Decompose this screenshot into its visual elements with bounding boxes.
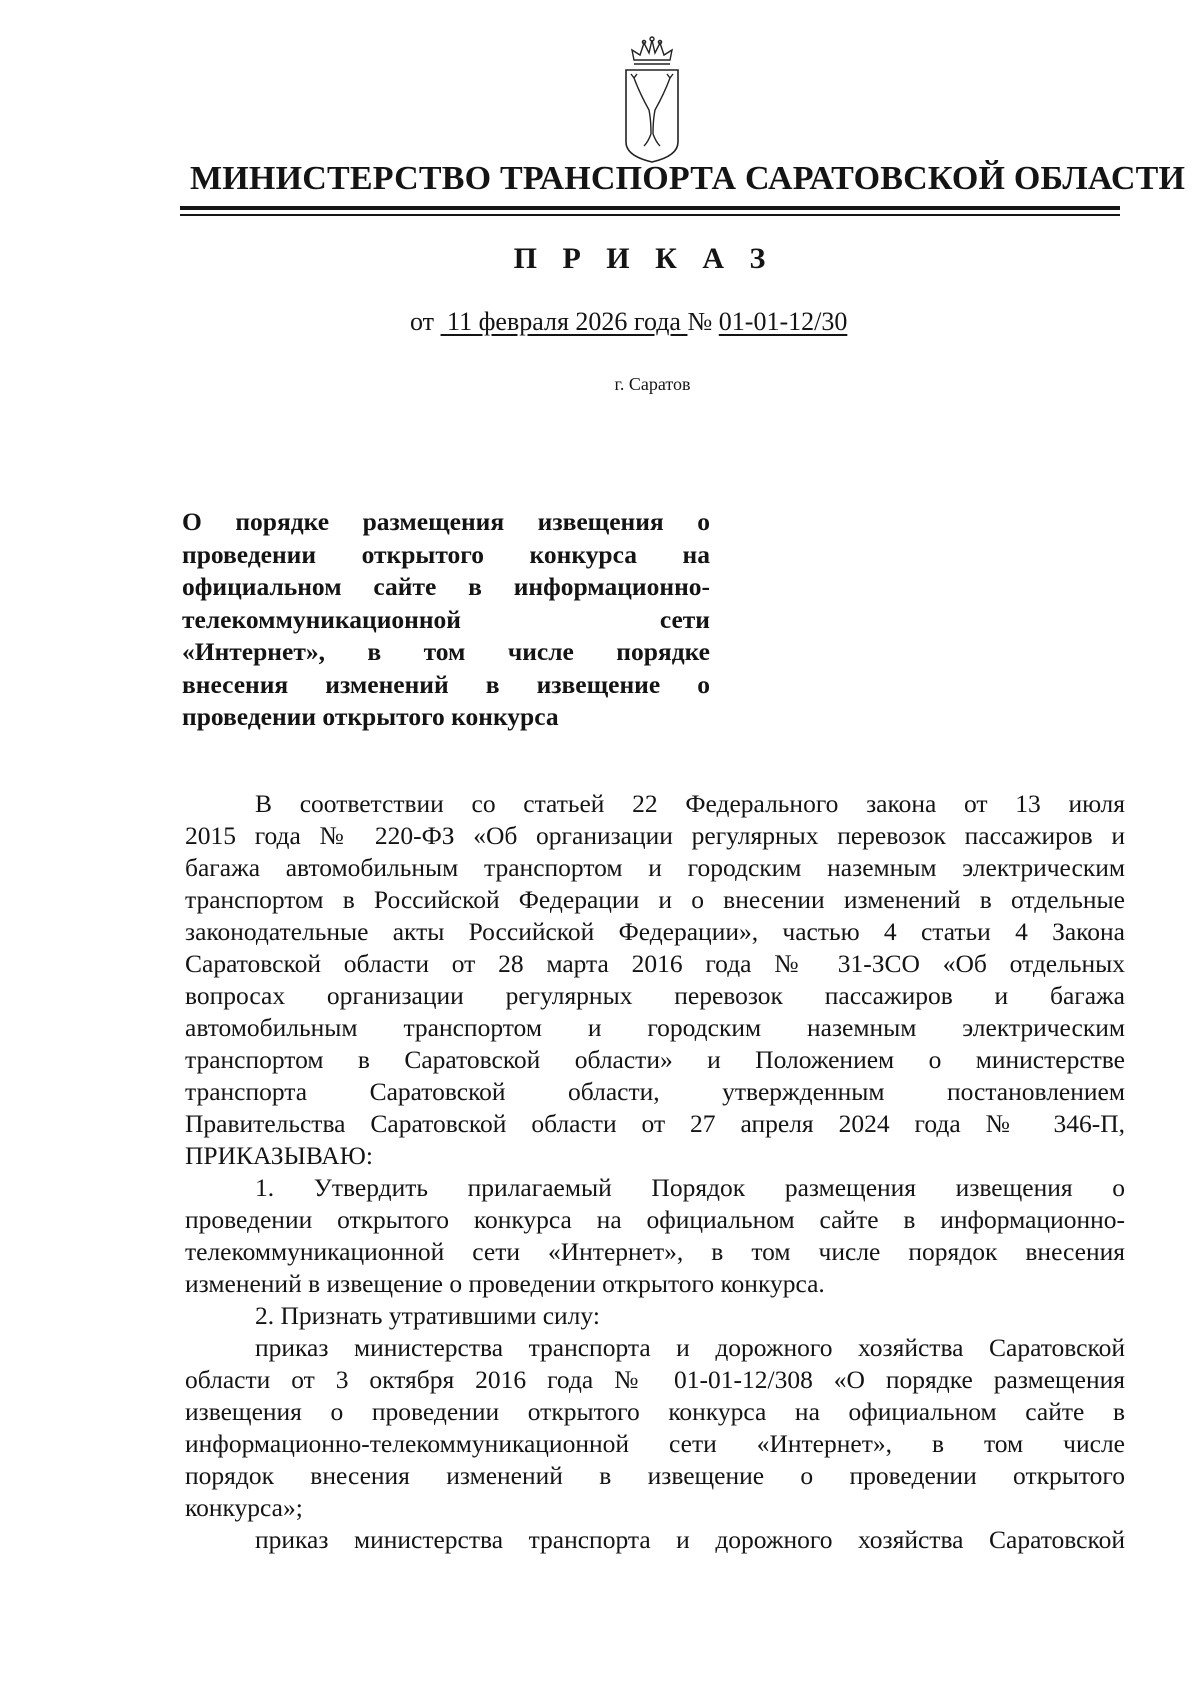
subject-line: О порядке размещения извещения о (182, 507, 710, 536)
order-date: 11 февраля 2026 года (447, 307, 681, 336)
body-line: приказ министерства транспорта и дорожного хозяйства Саратовской (255, 1333, 1125, 1362)
body-line: приказ министерства транспорта и дорожного хозяйства Саратовской (255, 1525, 1125, 1554)
order-number: 01-01-12/30 (718, 307, 848, 336)
body-line: Правительства Саратовской области от 27 апреля 2024 года № 346-П, (185, 1109, 1125, 1138)
body-line: транспорта Саратовской области, утвержденным постановлением (185, 1077, 1125, 1106)
subject-line: «Интернет», в том числе порядке (182, 637, 710, 666)
body-line: В соответствии со статьей 22 Федерального закона от 13 июля (255, 789, 1125, 818)
body-line: телекоммуникационной сети «Интернет», в том числе порядок внесения (185, 1237, 1125, 1266)
body-line: транспортом в Российской Федерации и о внесении изменений в отдельные (185, 885, 1125, 914)
body-line: порядок внесения изменений в извещение о проведении открытого (185, 1461, 1125, 1490)
body-line: транспортом в Саратовской области» и Положением о министерстве (185, 1045, 1125, 1074)
body-line: проведении открытого конкурса на официальном сайте в информационно- (185, 1205, 1125, 1234)
body-line: вопросах организации регулярных перевозок пассажиров и багажа (185, 981, 1125, 1010)
order-date-number (410, 307, 847, 337)
body-line: автомобильным транспортом и городским наземным электрическим (185, 1013, 1125, 1042)
body-line: информационно-телекоммуникационной сети «Интернет», в том числе (185, 1429, 1125, 1458)
order-subject (182, 506, 710, 734)
body-line: законодательные акты Российской Федерации», частью 4 статьи 4 Закона (185, 917, 1125, 946)
subject-line: внесения изменений в извещение о (182, 669, 710, 699)
subject-line: официальном сайте в информационно- (182, 572, 710, 601)
saratov-coat-of-arms-icon (620, 34, 684, 164)
body-line: Саратовской области от 28 марта 2016 года № 31-ЗСО «Об отдельных (185, 949, 1125, 978)
subject-line: проведении открытого конкурса на (182, 539, 710, 569)
date-prefix: от (410, 307, 435, 336)
ministry-title: МИНИСТЕРСТВО ТРАНСПОРТА САРАТОВСКОЙ ОБЛАСТИ (190, 160, 1186, 197)
subject-line: телекоммуникационной сети (182, 604, 710, 634)
body-line: ПРИКАЗЫВАЮ: (185, 1141, 373, 1170)
body-line: 2015 года № 220-ФЗ «Об организации регулярных перевозок пассажиров и (185, 821, 1125, 850)
document-type: П Р И К А З (513, 242, 775, 275)
body-line: 2. Признать утратившими силу: (255, 1301, 600, 1330)
number-sign: № (687, 307, 713, 336)
header-rule-thick (180, 206, 1120, 210)
city: г. Саратов (614, 374, 691, 394)
body-line: извещения о проведении открытого конкурса на официальном сайте в (185, 1397, 1125, 1426)
body-line: 1. Утвердить прилагаемый Порядок размещения извещения о (255, 1173, 1125, 1202)
body-line: изменений в извещение о проведении открытого конкурса. (185, 1269, 825, 1298)
subject-line: проведении открытого конкурса (182, 702, 559, 731)
header-rule-thin (180, 214, 1120, 216)
body-line: багажа автомобильным транспортом и городским наземным электрическим (185, 853, 1125, 882)
body-line: конкурса»; (185, 1493, 303, 1522)
body-line: области от 3 октября 2016 года № 01-01-12/308 «О порядке размещения (185, 1365, 1125, 1394)
order-body (185, 788, 1125, 1556)
